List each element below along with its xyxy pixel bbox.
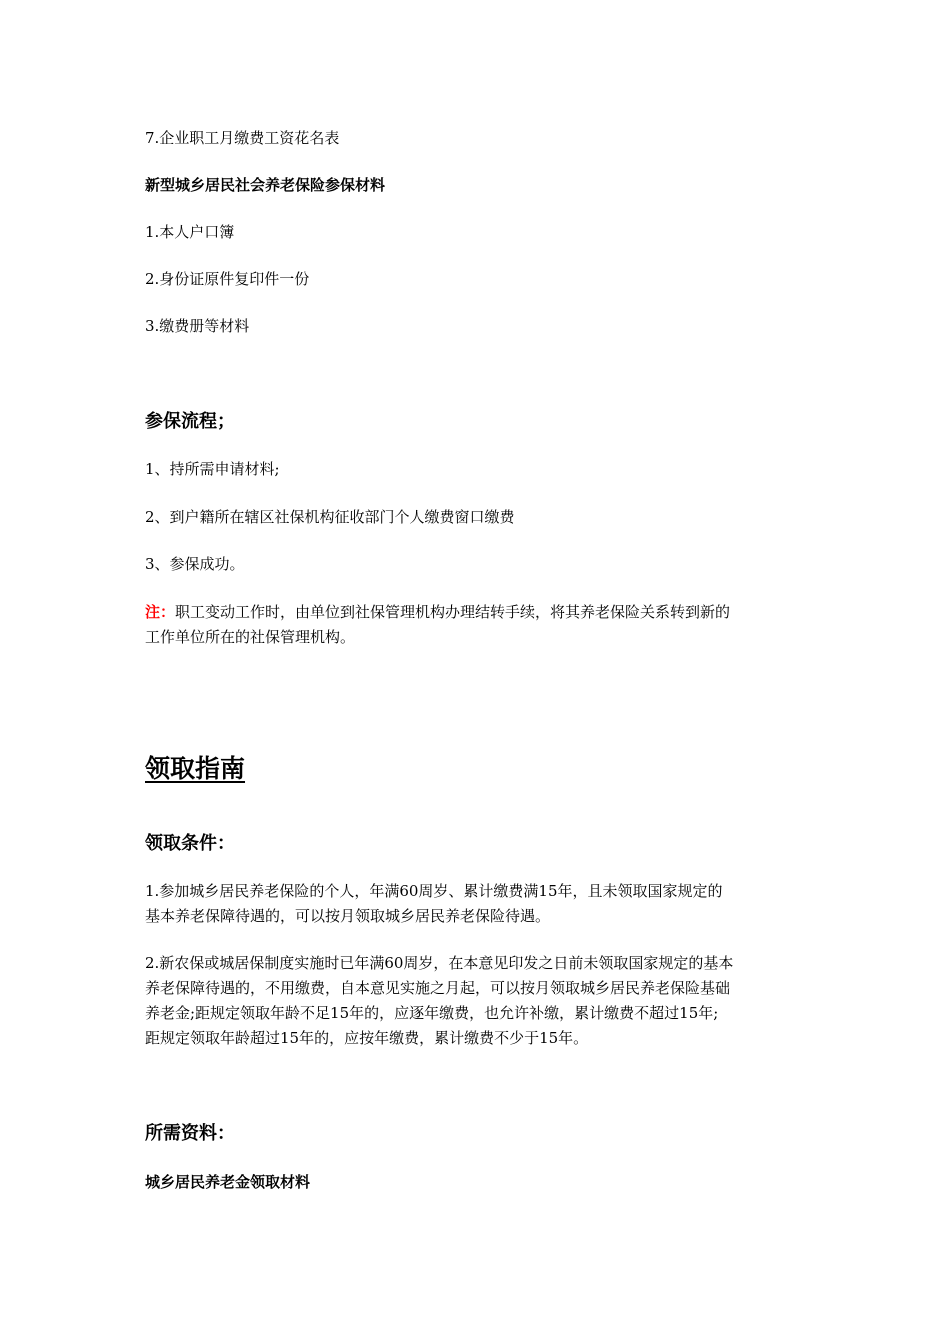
claim-materials-subheading: 城乡居民养老金领取材料 xyxy=(145,1173,311,1191)
note-text-line-2: 工作单位所在的社保管理机构。 xyxy=(145,628,356,646)
note-label: 注： xyxy=(145,603,176,621)
condition-2-line-3: 养老金;距规定领取年龄不足15年的，应逐年缴费，也允许补缴，累计缴费不超过15年; xyxy=(145,1004,719,1022)
rural-material-item-3: 3.缴费册等材料 xyxy=(145,317,250,335)
condition-2-line-2: 养老保障待遇的，不用缴费，自本意见实施之月起，可以按月领取城乡居民养老保险基础 xyxy=(145,979,731,997)
process-step-2: 2、到户籍所在辖区社保机构征收部门个人缴费窗口缴费 xyxy=(145,508,515,526)
material-item-7: 7.企业职工月缴费工资花名表 xyxy=(145,129,340,147)
process-heading: 参保流程； xyxy=(145,411,235,432)
claim-condition-2 xyxy=(145,951,805,1051)
condition-2-line-1: 2.新农保或城居保制度实施时已年满60周岁，在本意见印发之日前未领取国家规定的基本 xyxy=(145,954,734,972)
rural-material-item-2: 2.身份证原件复印件一份 xyxy=(145,270,310,288)
required-docs-heading: 所需资料： xyxy=(145,1123,235,1144)
rural-materials-heading: 新型城乡居民社会养老保险参保材料 xyxy=(145,176,386,194)
claim-conditions-heading: 领取条件： xyxy=(145,833,235,854)
process-note xyxy=(145,600,805,650)
condition-2-line-4: 距规定领取年龄超过15年的，应按年缴费，累计缴费不少于15年。 xyxy=(145,1029,589,1047)
condition-1-line-2: 基本养老保障待遇的，可以按月领取城乡居民养老保险待遇。 xyxy=(145,907,551,925)
condition-1-line-1: 1.参加城乡居民养老保险的个人，年满60周岁、累计缴费满15年，且未领取国家规定的 xyxy=(145,882,723,900)
claim-guide-title: 领取指南 xyxy=(145,754,246,783)
rural-material-item-1: 1.本人户口簿 xyxy=(145,223,235,241)
process-step-3: 3、参保成功。 xyxy=(145,555,245,573)
claim-condition-1 xyxy=(145,879,805,929)
note-text-line-1: 职工变动工作时，由单位到社保管理机构办理结转手续，将其养老保险关系转到新的 xyxy=(175,603,731,621)
process-step-1: 1、持所需申请材料; xyxy=(145,460,280,478)
